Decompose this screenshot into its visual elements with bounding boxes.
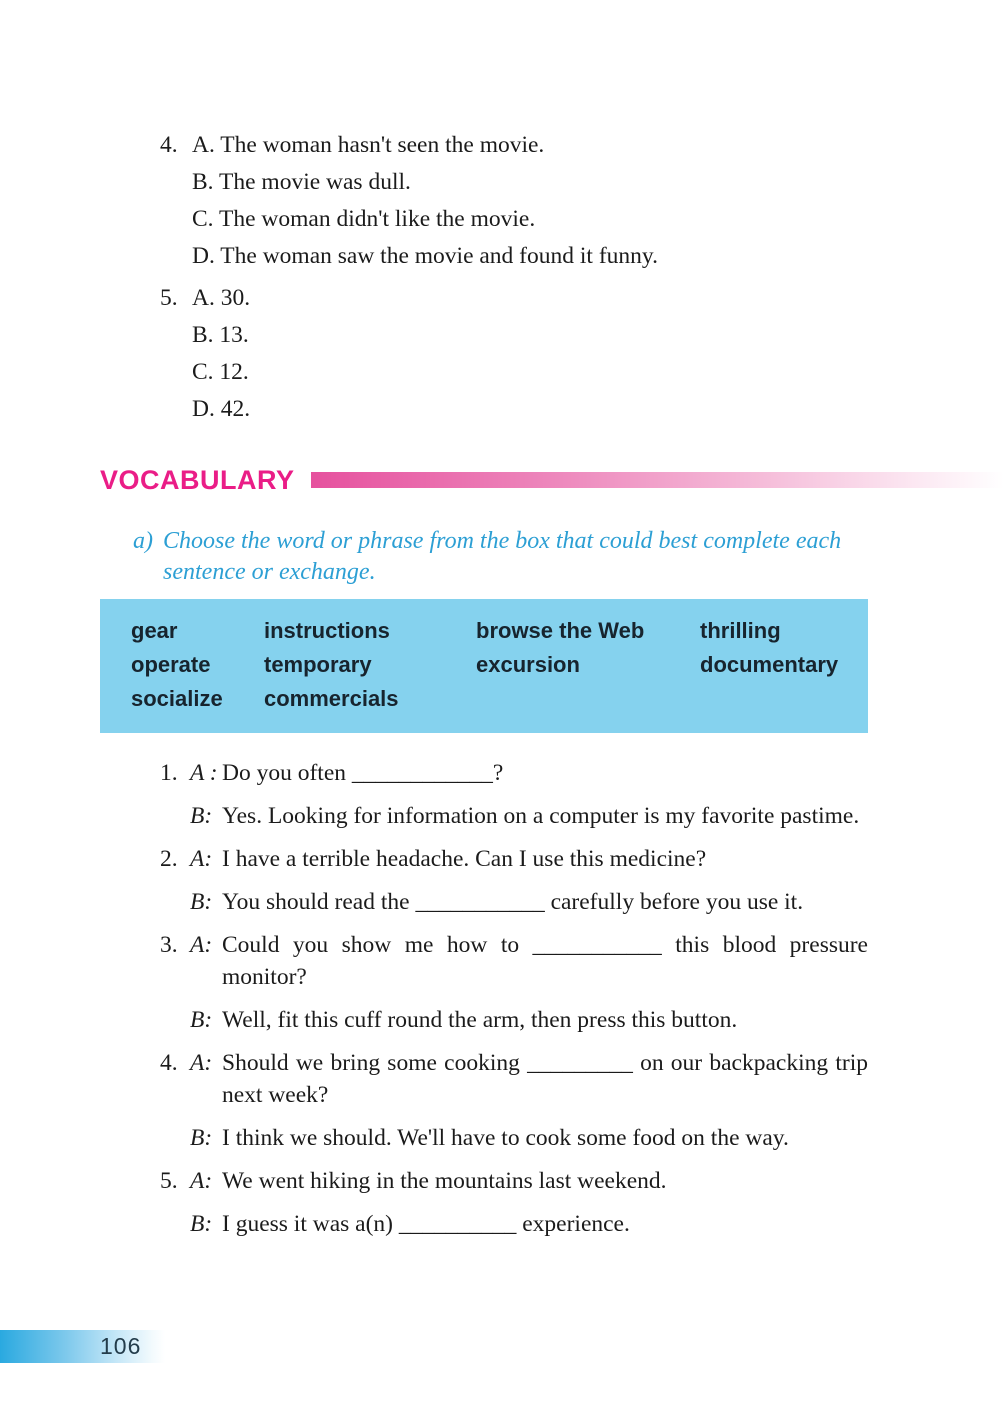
word-box-row [131,614,868,648]
question-number: 5. [160,285,178,311]
dialogue-line-b [160,886,1004,918]
dialogue-text-b: Well, fit this cuff round the arm, then press this button. [222,1007,738,1033]
exercise-instruction [133,526,873,588]
speaker-label-b: B: [190,889,213,915]
vocabulary-exercises [160,757,1004,1240]
option-d: D. 42. [192,396,251,422]
section-title-rule [311,472,1004,488]
option-c: C. The woman didn't like the movie. [192,206,536,232]
instruction-text: Choose the word or phrase from the box that could best complete each sentence or exchange. [163,528,842,585]
speaker-label-a: A: [190,932,213,958]
exercise-1 [160,757,1004,832]
word-box-row [131,648,868,682]
instruction-label: a) [133,528,153,554]
exercise-5 [160,1165,1004,1240]
dialogue-line-b [160,800,1004,832]
dialogue-text-a: We went hiking in the mountains last weekend. [222,1168,667,1194]
dialogue-text-b: I guess it was a(n) __________ experience. [222,1211,630,1237]
dialogue-line-b [160,1122,1004,1154]
dialogue-line-b [160,1004,1004,1036]
dialogue-text-b: I think we should. We'll have to cook some food on the way. [222,1125,789,1151]
page-number: 106 [100,1333,142,1359]
speaker-label-a: A: [190,1050,213,1076]
word-box-word: temporary [264,652,372,677]
indent-spacer [160,800,190,832]
option-a: A. The woman hasn't seen the movie. [192,132,545,158]
dialogue-line-b [160,1208,1004,1240]
option-b: B. The movie was dull. [192,169,411,195]
dialogue-text-b: You should read the ___________ carefully before you use it. [222,889,804,915]
dialogue-line-a [160,1047,1004,1111]
word-box-word: instructions [264,618,390,643]
dialogue-line-a [160,757,1004,789]
speaker-label-b: B: [190,803,213,829]
listening-options-section [0,0,1004,428]
exercise-number: 2. [160,846,178,872]
indent-spacer [160,1004,190,1036]
dialogue-text-b: Yes. Looking for information on a computer is my favorite pastime. [222,803,860,829]
question-options [192,127,1004,275]
word-box-word: operate [131,652,211,677]
speaker-label-b: B: [190,1007,213,1033]
dialogue-line-a [160,929,1004,993]
word-box-word: socialize [131,686,223,711]
speaker-label-b: B: [190,1125,213,1151]
exercise-number: 5. [160,1168,178,1194]
speaker-label-a: A : [190,760,218,786]
section-title: VOCABULARY [100,465,295,495]
question-5 [160,280,1004,428]
indent-spacer [160,1208,190,1240]
exercise-3 [160,929,1004,1036]
dialogue-line-a [160,1165,1004,1197]
word-box-word: excursion [476,652,580,677]
exercise-number: 4. [160,1050,178,1076]
question-4 [160,127,1004,275]
speaker-label-b: B: [190,1211,213,1237]
word-box-word: browse the Web [476,618,645,643]
indent-spacer [160,886,190,918]
option-c: C. 12. [192,359,249,385]
word-box-word: thrilling [700,618,781,643]
speaker-label-a: A: [190,846,213,872]
indent-spacer [160,1122,190,1154]
exercise-2 [160,843,1004,918]
word-box-word: documentary [700,652,839,677]
word-box-row [131,682,868,716]
vocabulary-section-header [100,464,1004,496]
question-number: 4. [160,132,178,158]
exercise-4 [160,1047,1004,1154]
dialogue-text-a: I have a terrible headache. Can I use this medicine? [222,846,707,872]
exercise-number: 1. [160,760,178,786]
page-number-badge [0,1330,165,1363]
dialogue-text-a: Do you often ____________? [222,760,504,786]
speaker-label-a: A: [190,1168,213,1194]
word-box-word: commercials [264,686,399,711]
exercise-number: 3. [160,932,178,958]
word-box-word: gear [131,618,178,643]
word-box [100,599,868,733]
dialogue-text-a: Could you show me how to ___________ this blood pressure monitor? [222,932,868,990]
question-options [192,280,1004,428]
dialogue-text-a: Should we bring some cooking _________ on our backpacking trip next week? [222,1050,868,1108]
dialogue-line-a [160,843,1004,875]
option-d: D. The woman saw the movie and found it funny. [192,243,658,269]
option-b: B. 13. [192,322,249,348]
option-a: A. 30. [192,285,251,311]
